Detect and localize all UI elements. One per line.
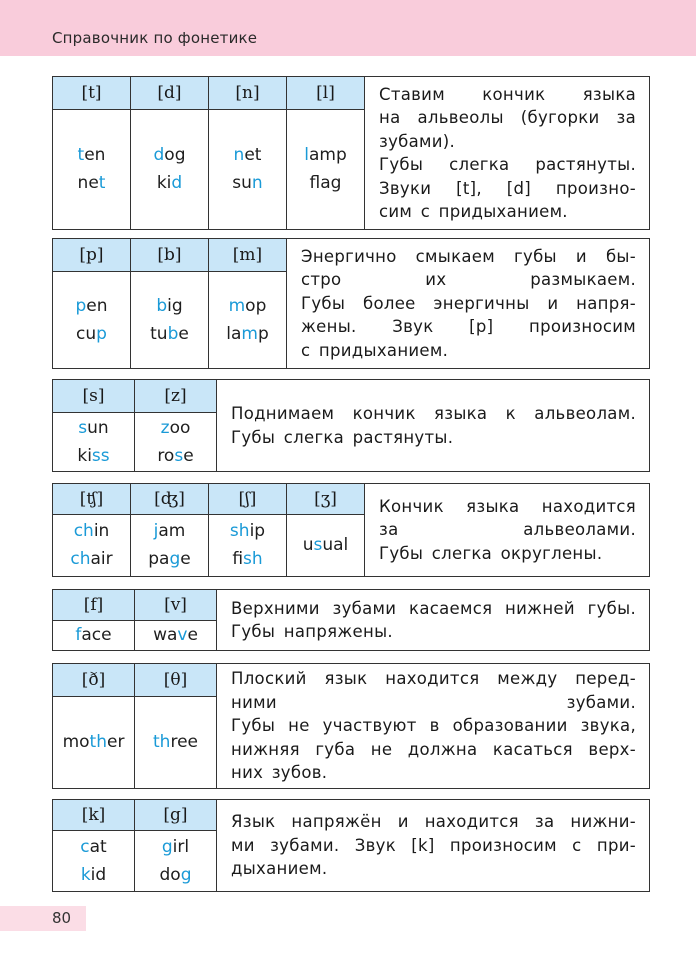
header-title: Справочник по фонетике: [52, 29, 258, 47]
word-letters: e: [183, 445, 194, 466]
word-letters: do: [159, 864, 181, 885]
articulation-description: [217, 664, 649, 788]
example-words: [53, 109, 130, 229]
example-word: [157, 169, 182, 197]
description-line: Губы напряжены.: [231, 622, 393, 641]
example-word: [70, 545, 112, 573]
sound-column: [135, 590, 217, 650]
example-words: [53, 514, 130, 576]
example-word: [154, 141, 186, 169]
example-words: [287, 514, 364, 576]
ipa-symbol: [ʧ]: [53, 484, 130, 515]
sound-column: [53, 664, 135, 788]
articulation-description: [365, 484, 649, 576]
ipa-symbol: [ð]: [53, 664, 134, 697]
description-line: стро их размыкаем.: [301, 270, 636, 290]
description-line: Ставим кончик языка: [379, 84, 636, 104]
ipa-symbol: [l]: [287, 77, 364, 110]
example-word: [78, 414, 108, 442]
word-letters: air: [90, 549, 113, 569]
word-letters: en: [84, 145, 106, 165]
example-word: [304, 141, 347, 169]
highlighted-letters: t: [98, 173, 106, 193]
description-line: Губы не участвуют в образовании звука,: [231, 716, 636, 736]
word-letters: id: [90, 864, 107, 885]
highlighted-letters: g: [180, 864, 192, 885]
word-letters: at: [89, 836, 107, 857]
example-words: [131, 514, 208, 576]
description-line: на альвеолы (бугорки за: [379, 108, 636, 127]
ipa-symbol: [t]: [53, 77, 130, 110]
description-line: Поднимаем кончик языка к альвеолам.: [231, 404, 636, 423]
highlighted-letters: v: [177, 625, 188, 645]
page-number: 80: [52, 909, 72, 927]
word-letters: tu: [150, 323, 168, 344]
word-letters: la: [226, 323, 242, 344]
word-letters: irl: [172, 836, 190, 857]
description-line: Губы слегка растянуты.: [379, 155, 636, 174]
example-word: [153, 728, 198, 756]
sound-column: [135, 380, 217, 471]
word-letters: f: [309, 173, 321, 193]
ipa-symbol: [ʤ]: [131, 484, 208, 515]
word-letters: u: [302, 535, 314, 555]
ipa-symbol: [n]: [209, 77, 286, 110]
word-letters: su: [232, 173, 252, 193]
ipa-symbol: [p]: [53, 239, 130, 272]
sound-column: [287, 77, 365, 229]
example-word: [77, 442, 109, 470]
word-letters: en: [86, 295, 108, 316]
sound-column: [53, 77, 131, 229]
highlighted-letters: sh: [229, 521, 250, 541]
example-words: [287, 109, 364, 229]
highlighted-letters: th: [153, 732, 171, 752]
description-line: Плоский язык находится между перед-: [231, 669, 636, 689]
word-letters: ig: [167, 295, 183, 316]
word-letters: amp: [308, 145, 347, 165]
highlighted-letters: c: [80, 836, 90, 857]
highlighted-letters: g: [161, 836, 173, 857]
ipa-symbol: [m]: [209, 239, 286, 272]
example-word: [80, 833, 106, 861]
example-word: [303, 531, 349, 559]
ipa-symbol: [g]: [135, 800, 216, 831]
highlighted-letters: j: [153, 521, 159, 541]
sound-group-block: [52, 379, 650, 472]
sound-column: [131, 239, 209, 368]
articulation-description: [365, 77, 649, 229]
example-words: [53, 830, 134, 891]
sound-column: [135, 664, 217, 788]
description-line: за альвеолами.: [379, 520, 636, 540]
word-letters: ace: [81, 625, 112, 645]
sound-column: [53, 380, 135, 471]
example-word: [226, 320, 269, 348]
word-letters: og: [164, 145, 186, 165]
word-letters: e: [180, 549, 191, 569]
word-letters: e: [178, 323, 189, 344]
example-word: [232, 169, 262, 197]
word-letters: in: [93, 521, 110, 541]
articulation-description: [217, 380, 649, 471]
sound-column: [135, 800, 217, 891]
word-letters: e: [187, 625, 198, 645]
description-line: них зубов.: [231, 763, 328, 783]
example-word: [148, 545, 190, 573]
example-word: [232, 545, 262, 573]
sound-group-block: [52, 76, 650, 230]
ipa-symbol: [s]: [53, 380, 134, 413]
page-number-tab: [0, 906, 86, 931]
word-letters: am: [158, 521, 186, 541]
word-letters: op: [245, 295, 267, 316]
articulation-description: [287, 239, 649, 368]
highlighted-letters: m: [241, 323, 258, 344]
sound-column: [131, 484, 209, 576]
word-letters: et: [244, 145, 262, 165]
word-letters: cu: [76, 323, 97, 344]
example-words: [131, 271, 208, 368]
example-word: [230, 517, 265, 545]
example-words: [135, 696, 216, 788]
word-letters: er: [106, 732, 125, 752]
example-words: [53, 271, 130, 368]
highlighted-letters: s: [78, 417, 88, 438]
ipa-symbol: [z]: [135, 380, 216, 413]
example-word: [78, 169, 106, 197]
highlighted-letters: b: [167, 323, 179, 344]
sound-column: [53, 239, 131, 368]
description-line: нижняя губа не должна касаться верх-: [231, 739, 636, 759]
ipa-symbol: [θ]: [135, 664, 216, 697]
word-letters: ip: [249, 521, 266, 541]
sound-group-block: [52, 483, 650, 577]
word-letters: wa: [153, 625, 178, 645]
sound-column: [209, 239, 287, 368]
sound-group-block: [52, 238, 650, 369]
description-line: зубами).: [379, 131, 456, 151]
highlighted-letters: ss: [91, 445, 110, 466]
example-word: [153, 621, 198, 649]
example-word: [160, 861, 192, 889]
sound-column: [209, 484, 287, 576]
example-word: [229, 292, 267, 320]
word-letters: p: [257, 323, 269, 344]
articulation-description: [217, 800, 649, 891]
word-letters: ki: [156, 173, 172, 193]
example-words: [209, 109, 286, 229]
ipa-symbol: [ʃ]: [209, 484, 286, 515]
sound-column: [53, 484, 131, 576]
description-line: Губы более энергичны и напря-: [301, 293, 636, 313]
example-words: [209, 271, 286, 368]
example-word: [150, 320, 189, 348]
highlighted-letters: d: [153, 145, 165, 165]
highlighted-letters: th: [89, 732, 107, 752]
word-letters: ual: [322, 535, 349, 555]
description-line: ними зубами.: [231, 692, 636, 712]
example-word: [76, 320, 107, 348]
ipa-symbol: [v]: [135, 590, 216, 621]
sound-group-block: [52, 799, 650, 892]
example-word: [74, 517, 110, 545]
word-letters: ki: [77, 445, 92, 466]
example-word: [75, 621, 111, 649]
highlighted-letters: t: [77, 145, 85, 165]
ipa-symbol: [d]: [131, 77, 208, 110]
ipa-symbol: [b]: [131, 239, 208, 272]
highlighted-letters: m: [228, 295, 246, 316]
sound-group-block: [52, 663, 650, 789]
description-line: Кончик языка находится: [379, 496, 636, 516]
highlighted-letters: ch: [70, 549, 91, 569]
example-word: [156, 292, 182, 320]
highlighted-letters: z: [160, 417, 170, 438]
highlighted-letters: s: [313, 535, 323, 555]
example-words: [135, 412, 216, 471]
description-line: дыханием.: [231, 859, 328, 879]
example-words: [53, 412, 134, 471]
word-letters: pa: [148, 549, 170, 569]
example-word: [157, 442, 193, 470]
highlighted-letters: ch: [73, 521, 94, 541]
word-letters: ree: [170, 732, 198, 752]
ipa-symbol: [f]: [53, 590, 134, 621]
word-letters: ag: [320, 173, 342, 193]
sound-column: [53, 590, 135, 650]
description-line: жены. Звук [p] произносим: [301, 317, 636, 337]
sound-column: [287, 484, 365, 576]
example-word: [310, 169, 342, 197]
highlighted-letters: g: [169, 549, 181, 569]
word-letters: mo: [62, 732, 90, 752]
word-letters: ro: [157, 445, 175, 466]
highlighted-letters: f: [75, 625, 82, 645]
example-words: [135, 620, 216, 650]
example-word: [154, 517, 186, 545]
description-line: Язык напряжён и находится за нижни-: [231, 812, 636, 832]
highlighted-letters: n: [233, 145, 245, 165]
word-letters: oo: [169, 417, 191, 438]
highlighted-letters: d: [171, 173, 183, 193]
example-words: [53, 696, 134, 788]
description-line: Губы слегка растянуты.: [231, 427, 454, 447]
sound-column: [131, 77, 209, 229]
articulation-description: [217, 590, 649, 650]
highlighted-letters: k: [80, 864, 91, 885]
ipa-symbol: [ʒ]: [287, 484, 364, 515]
example-words: [209, 514, 286, 576]
description-line: Энергично смыкаем губы и бы-: [301, 246, 636, 266]
highlighted-letters: l: [304, 145, 309, 165]
highlighted-letters: p: [75, 295, 87, 316]
word-letters: ne: [77, 173, 99, 193]
example-word: [234, 141, 262, 169]
example-word: [161, 414, 191, 442]
example-words: [131, 109, 208, 229]
word-letters: un: [87, 417, 109, 438]
example-words: [53, 620, 134, 650]
example-word: [162, 833, 189, 861]
example-words: [135, 830, 216, 891]
highlighted-letters: n: [251, 173, 263, 193]
sound-column: [209, 77, 287, 229]
description-line: ми зубами. Звук [k] произносим с при-: [231, 835, 636, 855]
highlighted-letters: p: [96, 323, 107, 344]
description-line: Верхними зубами касаемся нижней губы.: [231, 598, 636, 618]
example-word: [78, 141, 106, 169]
example-word: [81, 861, 106, 889]
word-letters: fi: [232, 549, 244, 569]
sound-group-block: [52, 589, 650, 651]
ipa-symbol: [k]: [53, 800, 134, 831]
page-header: [0, 0, 696, 56]
description-line: сим с придыханием.: [379, 202, 568, 221]
example-word: [63, 728, 125, 756]
description-line: Звуки [t], [d] произно-: [379, 178, 636, 198]
highlighted-letters: s: [174, 445, 184, 466]
description-line: с придыханием.: [301, 340, 449, 360]
highlighted-letters: b: [156, 295, 168, 316]
sound-column: [53, 800, 135, 891]
highlighted-letters: sh: [243, 549, 263, 569]
example-word: [75, 292, 107, 320]
description-line: Губы слегка округлены.: [379, 543, 603, 563]
